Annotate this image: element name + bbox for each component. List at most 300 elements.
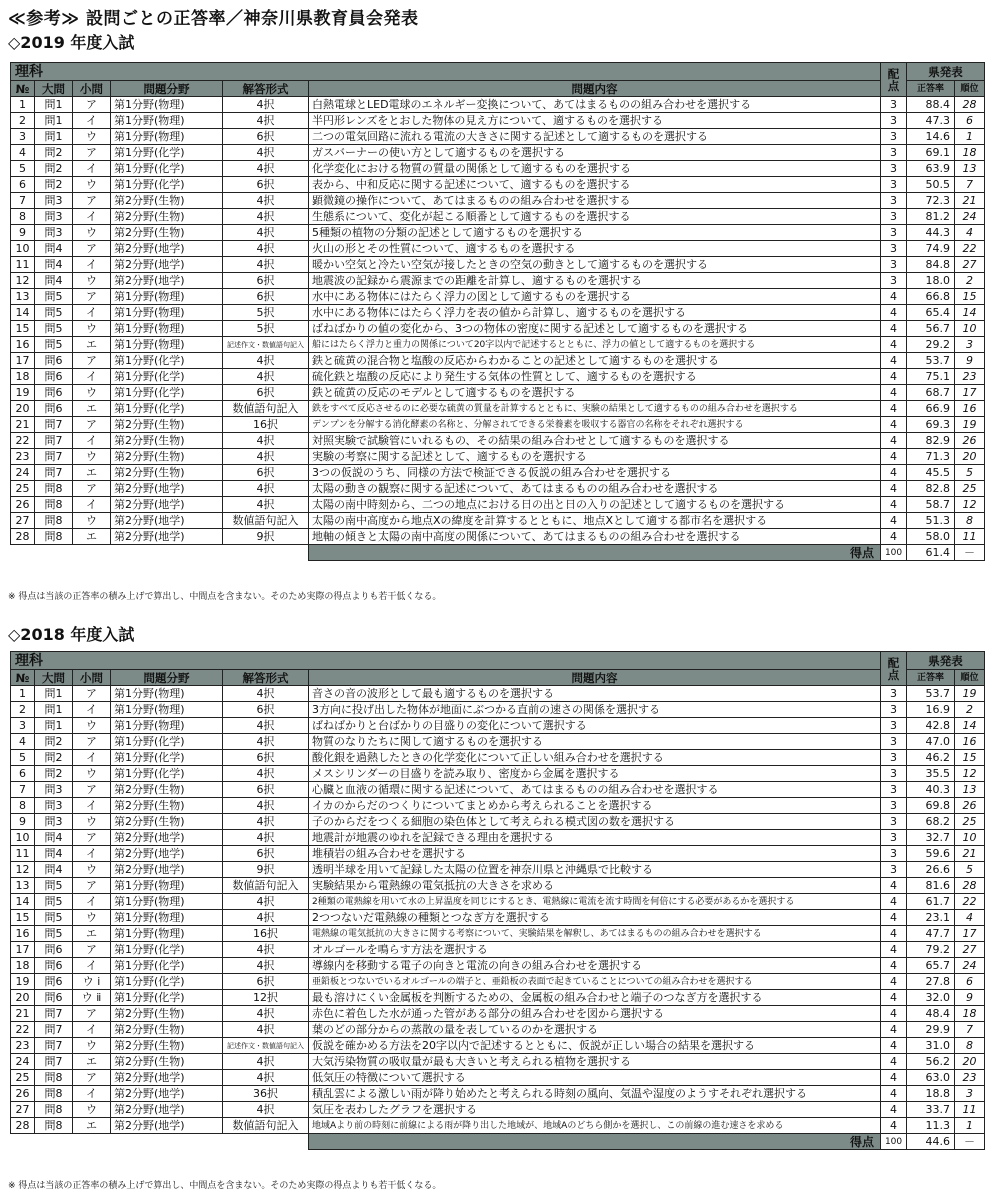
row-rank: 12	[955, 766, 985, 782]
row-field: 第2分野(生物)	[111, 449, 223, 465]
row-points: 4	[881, 1054, 907, 1070]
row-points: 3	[881, 113, 907, 129]
row-no: 6	[11, 766, 35, 782]
row-no: 5	[11, 750, 35, 766]
row-content: 最も溶けにくい金属板を判断するための、金属板の組み合わせと端子のつなぎ方を選択する	[309, 990, 881, 1006]
row-field: 第1分野(化学)	[111, 401, 223, 417]
row-major: 問8	[35, 1070, 73, 1086]
row-rank: 27	[955, 942, 985, 958]
row-format: 4択	[223, 830, 309, 846]
table-row	[11, 401, 985, 417]
row-major: 問2	[35, 766, 73, 782]
row-points: 3	[881, 830, 907, 846]
row-major: 問6	[35, 401, 73, 417]
row-points: 4	[881, 289, 907, 305]
table-row	[11, 129, 985, 145]
row-major: 問2	[35, 145, 73, 161]
row-content: 実験の考察に関する記述として、適するものを選択する	[309, 449, 881, 465]
row-rate: 14.6	[907, 129, 955, 145]
row-field: 第1分野(物理)	[111, 337, 223, 353]
row-field: 第1分野(物理)	[111, 926, 223, 942]
row-field: 第1分野(化学)	[111, 177, 223, 193]
table-row	[11, 798, 985, 814]
row-minor: ア	[73, 734, 111, 750]
row-rate: 65.7	[907, 958, 955, 974]
row-major: 問4	[35, 241, 73, 257]
row-points: 4	[881, 401, 907, 417]
row-points: 4	[881, 353, 907, 369]
row-field: 第2分野(生物)	[111, 1038, 223, 1054]
row-points: 4	[881, 990, 907, 1006]
row-rank: 22	[955, 241, 985, 257]
row-no: 22	[11, 433, 35, 449]
row-rate: 47.0	[907, 734, 955, 750]
row-field: 第2分野(生物)	[111, 1022, 223, 1038]
row-minor: エ	[73, 1054, 111, 1070]
row-content: 表から、中和反応に関する記述について、適するものを選択する	[309, 177, 881, 193]
no-header: №	[11, 670, 35, 686]
row-no: 18	[11, 958, 35, 974]
row-major: 問4	[35, 257, 73, 273]
row-points: 4	[881, 321, 907, 337]
row-points: 4	[881, 433, 907, 449]
table-row	[11, 145, 985, 161]
field-header: 問題分野	[111, 81, 223, 97]
row-format: 4択	[223, 1022, 309, 1038]
row-major: 問2	[35, 177, 73, 193]
row-format: 4択	[223, 1006, 309, 1022]
row-major: 問1	[35, 718, 73, 734]
row-minor: ア	[73, 193, 111, 209]
row-major: 問5	[35, 878, 73, 894]
table-row	[11, 193, 985, 209]
row-rate: 56.7	[907, 321, 955, 337]
row-rate: 71.3	[907, 449, 955, 465]
row-major: 問3	[35, 814, 73, 830]
table-row	[11, 990, 985, 1006]
row-field: 第1分野(物理)	[111, 305, 223, 321]
row-minor: ウ	[73, 1038, 111, 1054]
row-points: 3	[881, 766, 907, 782]
row-no: 17	[11, 942, 35, 958]
row-content: 3方向に投げ出した物体が地面にぶつかる直前の速さの関係を選択する	[309, 702, 881, 718]
row-field: 第2分野(地学)	[111, 529, 223, 545]
row-minor: エ	[73, 337, 111, 353]
row-field: 第1分野(物理)	[111, 129, 223, 145]
row-format: 4択	[223, 145, 309, 161]
row-points: 4	[881, 1006, 907, 1022]
row-points: 3	[881, 734, 907, 750]
row-content: 子のからだをつくる細胞の染色体として考えられる模式図の数を選択する	[309, 814, 881, 830]
row-no: 12	[11, 273, 35, 289]
row-format: 4択	[223, 161, 309, 177]
row-minor: エ	[73, 1118, 111, 1134]
row-rate: 81.2	[907, 209, 955, 225]
row-rate: 88.4	[907, 97, 955, 113]
row-field: 第1分野(化学)	[111, 369, 223, 385]
row-rate: 11.3	[907, 1118, 955, 1134]
row-rate: 58.7	[907, 497, 955, 513]
row-content: 物質のなりたちに関して適するものを選択する	[309, 734, 881, 750]
row-format: 数値語句記入	[223, 401, 309, 417]
row-points: 3	[881, 846, 907, 862]
row-minor: イ	[73, 958, 111, 974]
row-rate: 75.1	[907, 369, 955, 385]
field-header: 問題分野	[111, 670, 223, 686]
row-major: 問2	[35, 161, 73, 177]
row-no: 14	[11, 894, 35, 910]
table-row	[11, 1102, 985, 1118]
row-points: 4	[881, 894, 907, 910]
row-major: 問5	[35, 926, 73, 942]
row-format: 6択	[223, 974, 309, 990]
row-major: 問4	[35, 273, 73, 289]
row-major: 問1	[35, 97, 73, 113]
row-minor: ウ	[73, 814, 111, 830]
table-row	[11, 702, 985, 718]
footer-spacer	[11, 1134, 309, 1150]
row-major: 問7	[35, 417, 73, 433]
row-minor: イ	[73, 750, 111, 766]
minor-header: 小問	[73, 81, 111, 97]
row-points: 4	[881, 942, 907, 958]
major-header: 大問	[35, 81, 73, 97]
row-rank: 17	[955, 385, 985, 401]
row-points: 4	[881, 1118, 907, 1134]
row-rank: 11	[955, 1102, 985, 1118]
row-field: 第1分野(物理)	[111, 878, 223, 894]
row-content: 赤色に着色した水が通った管がある部分の組み合わせを図から選択する	[309, 1006, 881, 1022]
row-field: 第2分野(生物)	[111, 209, 223, 225]
row-no: 23	[11, 1038, 35, 1054]
row-format: 4択	[223, 369, 309, 385]
row-no: 19	[11, 385, 35, 401]
table-row	[11, 449, 985, 465]
row-rate: 16.9	[907, 702, 955, 718]
row-rate: 69.3	[907, 417, 955, 433]
row-minor: エ	[73, 465, 111, 481]
row-format: 16択	[223, 417, 309, 433]
row-rank: 21	[955, 193, 985, 209]
score-rate: 61.4	[907, 545, 955, 561]
row-content: メスシリンダーの目盛りを読み取り、密度から金属を選択する	[309, 766, 881, 782]
row-major: 問8	[35, 1102, 73, 1118]
row-format: 36択	[223, 1086, 309, 1102]
row-minor: ア	[73, 417, 111, 433]
row-minor: ア	[73, 353, 111, 369]
row-format: 6択	[223, 465, 309, 481]
row-no: 7	[11, 782, 35, 798]
row-major: 問7	[35, 1006, 73, 1022]
row-content: 2つつないだ電熱線の種類とつなぎ方を選択する	[309, 910, 881, 926]
row-format: 6択	[223, 702, 309, 718]
row-field: 第1分野(物理)	[111, 910, 223, 926]
row-major: 問1	[35, 129, 73, 145]
row-field: 第2分野(地学)	[111, 1102, 223, 1118]
row-rank: 7	[955, 177, 985, 193]
row-field: 第2分野(地学)	[111, 830, 223, 846]
row-content: 地軸の傾きと太陽の南中高度の関係について、あてはまるものの組み合わせを選択する	[309, 529, 881, 545]
row-no: 21	[11, 417, 35, 433]
row-points: 3	[881, 782, 907, 798]
row-format: 9択	[223, 862, 309, 878]
row-rate: 61.7	[907, 894, 955, 910]
row-rate: 45.5	[907, 465, 955, 481]
row-major: 問3	[35, 225, 73, 241]
pref-header: 県発表	[907, 652, 985, 670]
table-row	[11, 1054, 985, 1070]
table-row	[11, 878, 985, 894]
row-rank: 25	[955, 814, 985, 830]
table-row	[11, 289, 985, 305]
row-content: 心臓と血液の循環に関する記述について、あてはまるものの組み合わせを選択する	[309, 782, 881, 798]
row-no: 9	[11, 814, 35, 830]
row-points: 4	[881, 958, 907, 974]
row-points: 4	[881, 529, 907, 545]
row-rank: 24	[955, 209, 985, 225]
rank-header: 順位	[955, 81, 985, 97]
row-format: 4択	[223, 481, 309, 497]
row-rate: 31.0	[907, 1038, 955, 1054]
row-minor: ア	[73, 289, 111, 305]
row-rate: 29.2	[907, 337, 955, 353]
row-content: 鉄と硫黄の反応のモデルとして適するものを選択する	[309, 385, 881, 401]
row-points: 3	[881, 257, 907, 273]
row-content: 導線内を移動する電子の向きと電流の向きの組み合わせを選択する	[309, 958, 881, 974]
row-format: 4択	[223, 97, 309, 113]
row-rank: 10	[955, 321, 985, 337]
row-major: 問8	[35, 1086, 73, 1102]
row-minor: ウ	[73, 766, 111, 782]
row-content: ガスバーナーの使い方として適するものを選択する	[309, 145, 881, 161]
row-points: 3	[881, 814, 907, 830]
row-minor: ウ	[73, 273, 111, 289]
row-format: 6択	[223, 273, 309, 289]
row-rank: 16	[955, 734, 985, 750]
row-rate: 40.3	[907, 782, 955, 798]
row-rank: 5	[955, 465, 985, 481]
row-no: 4	[11, 734, 35, 750]
row-points: 4	[881, 513, 907, 529]
row-rank: 20	[955, 1054, 985, 1070]
table-row	[11, 417, 985, 433]
row-rank: 26	[955, 798, 985, 814]
row-minor: エ	[73, 926, 111, 942]
table-row	[11, 305, 985, 321]
row-content: 白熱電球とLED電球のエネルギー変換について、あてはまるものの組み合わせを選択する	[309, 97, 881, 113]
row-no: 15	[11, 321, 35, 337]
row-points: 4	[881, 385, 907, 401]
score-points: 100	[881, 545, 907, 561]
table-row	[11, 513, 985, 529]
row-content: 水中にある物体にはたらく浮力を表の値から計算し、適するものを選択する	[309, 305, 881, 321]
row-content: イカのからだのつくりについてまとめから考えられることを選択する	[309, 798, 881, 814]
row-major: 問7	[35, 1022, 73, 1038]
row-field: 第2分野(地学)	[111, 241, 223, 257]
footer-spacer	[11, 545, 309, 561]
row-rank: 4	[955, 225, 985, 241]
table-row	[11, 529, 985, 545]
row-format: 4択	[223, 718, 309, 734]
row-field: 第1分野(物理)	[111, 289, 223, 305]
row-no: 16	[11, 337, 35, 353]
row-rate: 63.9	[907, 161, 955, 177]
row-format: 4択	[223, 1070, 309, 1086]
row-rate: 29.9	[907, 1022, 955, 1038]
row-minor: ア	[73, 830, 111, 846]
row-content: 大気汚染物質の吸収量が最も大きいと考えられる植物を選択する	[309, 1054, 881, 1070]
row-points: 4	[881, 926, 907, 942]
content-header: 問題内容	[309, 81, 881, 97]
row-major: 問7	[35, 433, 73, 449]
row-no: 26	[11, 1086, 35, 1102]
row-rank: 26	[955, 433, 985, 449]
rate-header: 正答率	[907, 81, 955, 97]
row-rank: 23	[955, 369, 985, 385]
row-format: 4択	[223, 497, 309, 513]
row-no: 14	[11, 305, 35, 321]
row-rank: 9	[955, 990, 985, 1006]
row-content: 積乱雲による激しい雨が降り始めたと考えられる時刻の風向、気温や湿度のようすそれぞれ選択する	[309, 1086, 881, 1102]
row-minor: イ	[73, 305, 111, 321]
row-major: 問6	[35, 990, 73, 1006]
row-no: 19	[11, 974, 35, 990]
row-minor: ウ	[73, 862, 111, 878]
row-no: 5	[11, 161, 35, 177]
row-minor: イ	[73, 894, 111, 910]
row-major: 問6	[35, 942, 73, 958]
row-no: 13	[11, 289, 35, 305]
row-major: 問7	[35, 465, 73, 481]
table-row	[11, 273, 985, 289]
row-format: 6択	[223, 385, 309, 401]
table-row	[11, 465, 985, 481]
row-minor: ア	[73, 145, 111, 161]
row-field: 第1分野(物理)	[111, 702, 223, 718]
row-format: 4択	[223, 734, 309, 750]
row-major: 問7	[35, 1054, 73, 1070]
row-points: 3	[881, 97, 907, 113]
table-row	[11, 337, 985, 353]
row-content: 地域Aより前の時刻に前線による雨が降り出した地域が、地域Aのどちら側かを選択し、この前線の進む速さを求める	[309, 1118, 881, 1134]
row-points: 3	[881, 718, 907, 734]
row-format: 4択	[223, 433, 309, 449]
row-rank: 2	[955, 702, 985, 718]
table-row	[11, 958, 985, 974]
row-points: 4	[881, 910, 907, 926]
row-minor: ウ	[73, 177, 111, 193]
format-header: 解答形式	[223, 81, 309, 97]
row-rank: 24	[955, 958, 985, 974]
row-rank: 12	[955, 497, 985, 513]
row-rank: 3	[955, 1086, 985, 1102]
row-content: 気圧を表わしたグラフを選択する	[309, 1102, 881, 1118]
row-format: 4択	[223, 942, 309, 958]
table-row	[11, 862, 985, 878]
row-content: 対照実験で試験管にいれるもの、その結果の組み合わせとして適するものを選択する	[309, 433, 881, 449]
row-content: 太陽の南中時刻から、二つの地点における日の出と日の入りの記述として適するものを選択する	[309, 497, 881, 513]
row-rank: 13	[955, 161, 985, 177]
row-no: 23	[11, 449, 35, 465]
row-rank: 17	[955, 926, 985, 942]
row-rank: 14	[955, 305, 985, 321]
row-content: 電熱線の電気抵抗の大きさに関する考察について、実験結果を解釈し、あてはまるものの組み合わせを選択する	[309, 926, 881, 942]
table-row	[11, 1118, 985, 1134]
row-rate: 32.0	[907, 990, 955, 1006]
row-rank: 3	[955, 337, 985, 353]
row-rate: 66.9	[907, 401, 955, 417]
row-format: 4択	[223, 1102, 309, 1118]
row-minor: ア	[73, 686, 111, 702]
row-rank: 11	[955, 529, 985, 545]
row-major: 問5	[35, 321, 73, 337]
row-rate: 58.0	[907, 529, 955, 545]
row-minor: イ	[73, 497, 111, 513]
row-no: 9	[11, 225, 35, 241]
row-points: 4	[881, 1070, 907, 1086]
row-rank: 23	[955, 1070, 985, 1086]
row-format: 6択	[223, 129, 309, 145]
content-header: 問題内容	[309, 670, 881, 686]
row-no: 10	[11, 830, 35, 846]
row-minor: ア	[73, 1006, 111, 1022]
subject-header: 理科	[11, 63, 881, 81]
row-major: 問6	[35, 385, 73, 401]
row-content: 火山の形とその性質について、適するものを選択する	[309, 241, 881, 257]
row-major: 問4	[35, 862, 73, 878]
row-field: 第2分野(生物)	[111, 782, 223, 798]
row-content: 二つの電気回路に流れる電流の大きさに関する記述として適するものを選択する	[309, 129, 881, 145]
row-minor: ウ	[73, 910, 111, 926]
row-content: 酸化銀を過熱したときの化学変化について正しい組み合わせを選択する	[309, 750, 881, 766]
row-minor: ア	[73, 1070, 111, 1086]
row-field: 第2分野(生物)	[111, 193, 223, 209]
table-row	[11, 241, 985, 257]
row-format: 12択	[223, 990, 309, 1006]
row-minor: イ	[73, 798, 111, 814]
rank-header: 順位	[955, 670, 985, 686]
row-no: 26	[11, 497, 35, 513]
row-field: 第2分野(生物)	[111, 1054, 223, 1070]
row-points: 3	[881, 686, 907, 702]
row-minor: ウ	[73, 321, 111, 337]
table-row	[11, 1086, 985, 1102]
row-format: 数値語句記入	[223, 878, 309, 894]
row-format: 6択	[223, 846, 309, 862]
row-content: デンプンを分解する消化酵素の名称と、分解されてできる栄養素を吸収する器官の名称をそれぞれ選択する	[309, 417, 881, 433]
row-major: 問6	[35, 974, 73, 990]
row-rate: 63.0	[907, 1070, 955, 1086]
row-major: 問6	[35, 958, 73, 974]
row-major: 問3	[35, 193, 73, 209]
row-major: 問8	[35, 529, 73, 545]
row-field: 第1分野(化学)	[111, 734, 223, 750]
row-content: 5種類の植物の分類の記述として適するものを選択する	[309, 225, 881, 241]
row-no: 15	[11, 910, 35, 926]
row-rate: 82.8	[907, 481, 955, 497]
row-field: 第1分野(化学)	[111, 750, 223, 766]
row-format: 4択	[223, 686, 309, 702]
row-major: 問5	[35, 337, 73, 353]
table-row	[11, 718, 985, 734]
footnote-2019: ※ 得点は当該の正答率の積み上げで算出し、中間点を含まない。そのため実際の得点よりも若干低くなる。	[8, 592, 442, 602]
row-content: 鉄と硫黄の混合物と塩酸の反応からわかることの記述として適するものを選択する	[309, 353, 881, 369]
row-rate: 69.1	[907, 145, 955, 161]
score-points: 100	[881, 1134, 907, 1150]
row-field: 第1分野(化学)	[111, 385, 223, 401]
row-rank: 4	[955, 910, 985, 926]
row-rate: 42.8	[907, 718, 955, 734]
